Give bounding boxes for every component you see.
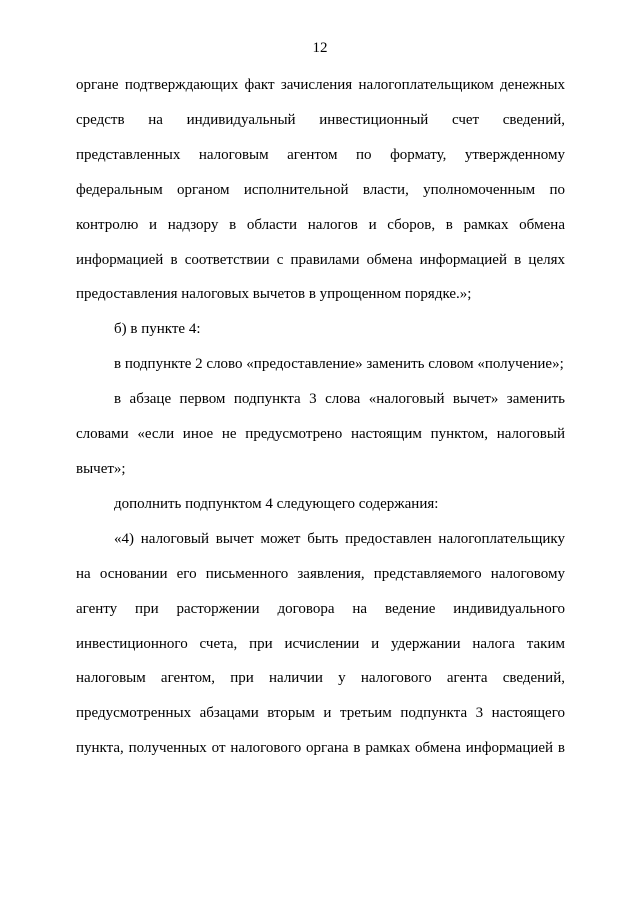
paragraph-subitem-b: б) в пункте 4: [114,321,201,338]
paragraph-subpoint-3-change: в абзаце первом подпункта 3 слова «налоговый вычет» заменить словами «если иное не предусмотрено настоящим пунктом, налоговый вычет»; [76,391,565,477]
paragraph-add-subpoint-4: дополнить подпунктом 4 следующего содержания: [114,495,439,512]
paragraph-continuation: органе подтверждающих факт зачисления налогоплательщиком денежных средств на индивидуальный инвестиционный счет сведений, представленных налоговым агентом по формату, утвержденному федеральным органом исполнительной власти, уполномоченным по контролю и надзору в области налогов и сборов, в рамках обмена информацией в соответствии с правилами обмена информацией в целях предоставления налоговых вычетов в упрощенном порядке.»; [76,77,565,303]
page-number: 12 [312,40,328,56]
document-body [76,68,565,766]
paragraph-subpoint-4-text: «4) налоговый вычет может быть предоставлен налогоплательщику на основании его письменного заявления, представляемого налоговому агенту при расторжении договора на ведение индивидуального инвестиционного счета, при исчислении и удержании налога таким налоговым агентом, при наличии у налогового агента сведений, предусмотренных абзацами вторым и третьим подпункта 3 настоящего пункта, полученных от налогового органа в рамках обмена информацией в [76,530,565,757]
paragraph-subpoint-2-change: в подпункте 2 слово «предоставление» заменить словом «получение»; [114,356,564,373]
